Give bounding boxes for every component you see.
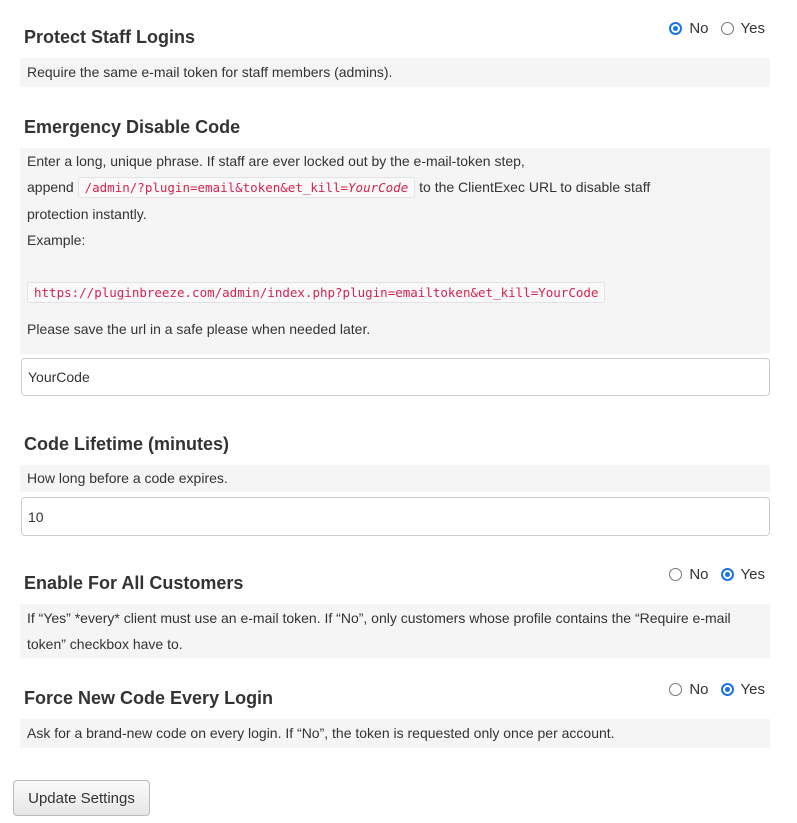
emergency-code-input[interactable] <box>21 358 770 396</box>
after-code-text: to the ClientExec URL to disable staff <box>419 179 651 195</box>
update-settings-button[interactable]: Update Settings <box>13 780 150 816</box>
radio-label: No <box>689 20 709 37</box>
desc-line <box>27 174 763 201</box>
radio-label: Yes <box>740 566 765 583</box>
protect-staff-title: Protect Staff Logins <box>24 27 196 47</box>
all-customers-radios <box>657 566 765 583</box>
radio-checked-icon <box>721 683 734 696</box>
lifetime-desc: How long before a code expires. <box>20 465 770 492</box>
code-var: YourCode <box>348 180 409 195</box>
radio-label: Yes <box>740 681 765 698</box>
radio-unchecked-icon <box>669 683 682 696</box>
lifetime-input[interactable] <box>21 497 770 536</box>
protect-staff-no-radio[interactable] <box>669 20 708 37</box>
code-prefix: /admin/?plugin=email&token&et_kill= <box>84 180 349 195</box>
emergency-desc <box>20 148 770 354</box>
force-new-no-radio[interactable] <box>669 681 708 698</box>
all-customers-no-radio[interactable] <box>669 566 708 583</box>
protect-staff-yes-radio[interactable] <box>721 20 765 37</box>
force-new-radios <box>657 681 765 698</box>
example-label: Example: <box>27 232 86 248</box>
radio-label: Yes <box>740 20 765 37</box>
all-customers-desc: If “Yes” *every* client must use an e-mail token. If “No”, only customers whose profile contains the “Require e-mail token” checkbox have to. <box>20 604 770 658</box>
radio-label: No <box>689 566 709 583</box>
lifetime-title: Code Lifetime (minutes) <box>24 434 230 454</box>
protect-staff-desc: Require the same e-mail token for staff members (admins). <box>20 58 770 87</box>
emergency-title: Emergency Disable Code <box>24 117 241 137</box>
force-new-title: Force New Code Every Login <box>24 688 274 708</box>
kill-code-path <box>78 177 416 198</box>
desc-line: Enter a long, unique phrase. If staff are ever locked out by the e-mail-token step, <box>27 153 525 169</box>
all-customers-title: Enable For All Customers <box>24 573 244 593</box>
desc-line: protection instantly. <box>27 206 147 222</box>
append-text: append <box>27 179 74 195</box>
radio-checked-icon <box>669 22 682 35</box>
radio-unchecked-icon <box>669 568 682 581</box>
force-new-yes-radio[interactable] <box>721 681 765 698</box>
radio-label: No <box>689 681 709 698</box>
example-url: https://pluginbreeze.com/admin/index.php?plugin=emailtoken&et_kill=YourCode <box>27 282 605 303</box>
all-customers-yes-radio[interactable] <box>721 566 765 583</box>
protect-staff-radios <box>657 20 765 37</box>
force-new-desc: Ask for a brand-new code on every login. If “No”, the token is requested only once per account. <box>20 719 770 748</box>
save-note: Please save the url in a safe please when needed later. <box>27 321 371 337</box>
radio-checked-icon <box>721 568 734 581</box>
radio-unchecked-icon <box>721 22 734 35</box>
